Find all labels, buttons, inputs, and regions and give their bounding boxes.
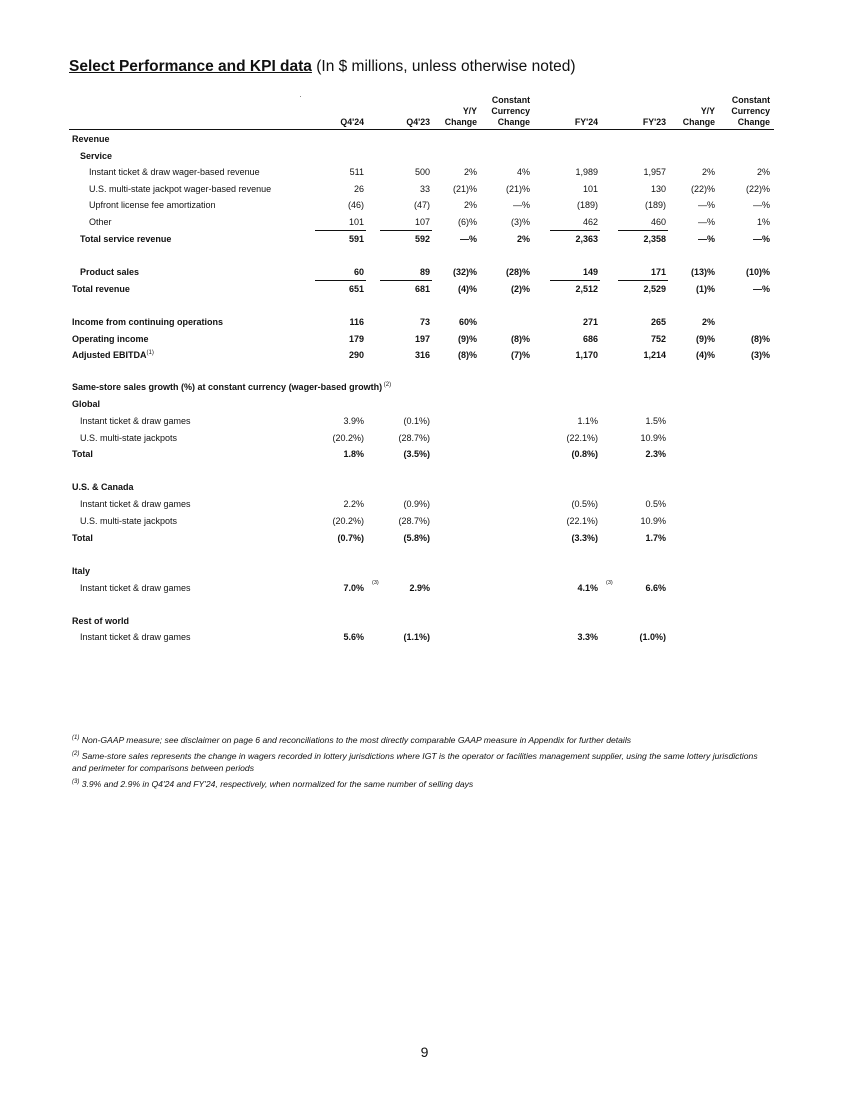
footnote-marker: (1) [146,350,154,356]
column-header-line: FY'24 [574,117,598,127]
table-cell: 3.9% [343,416,364,426]
table-cell: 73 [419,317,430,327]
subtotal-rule [550,230,600,231]
column-header-line: Change [444,117,477,127]
row-label-text: Instant ticket & draw wager-based revenue [89,167,260,177]
table-cell: 1,957 [643,167,666,177]
subtotal-rule [618,230,668,231]
table-cell: 2.3% [645,449,666,459]
column-header-line: Q4'24 [340,117,364,127]
table-cell: (189) [644,200,666,210]
table-cell: —% [752,284,770,294]
table-cell: (0.8%) [571,449,598,459]
table-cell: 591 [348,234,364,244]
row-label [80,233,171,245]
table-cell: 460 [650,217,666,227]
footnote [72,734,772,746]
table-cell: (5.8%) [403,533,430,543]
table-cell: 290 [348,350,364,360]
subtotal-rule [380,280,432,281]
column-header [491,95,530,128]
table-cell: (1.1%) [403,632,430,642]
table-cell: 265 [650,317,666,327]
row-label-text: Italy [72,566,91,576]
table-cell: 116 [349,317,364,327]
row-label [80,515,177,527]
row-label-text: Instant ticket & draw games [80,632,191,642]
table-cell: 651 [348,284,364,294]
row-label [72,398,100,410]
table-cell: (3)% [510,217,530,227]
table-cell: —% [752,234,770,244]
table-cell: (28.7%) [398,433,430,443]
row-label [72,481,134,493]
column-header-line: Constant [491,95,530,105]
row-label [80,498,191,510]
row-label [80,582,191,594]
table-cell: (1)% [695,284,715,294]
row-label-text: U.S. multi-state jackpot wager-based revenue [89,184,272,194]
table-cell: (9)% [457,334,477,344]
table-cell: 2% [463,200,477,210]
table-cell: —% [697,234,715,244]
table-cell: (21)% [452,184,477,194]
table-cell: —% [459,234,477,244]
table-cell: 0.5% [645,499,666,509]
column-header-line: Q4'23 [406,117,430,127]
header-rule [69,129,774,130]
column-header [731,95,770,128]
table-cell: 1% [756,217,770,227]
column-header [575,117,598,128]
column-header [643,117,666,128]
table-cell: (46) [347,200,364,210]
table-cell: 10.9% [640,516,666,526]
page-title-subtitle: (In $ millions, unless otherwise noted) [311,58,576,75]
row-label [72,448,93,460]
table-cell: 2.2% [343,499,364,509]
column-header [406,117,430,128]
row-label [72,381,391,393]
subtotal-rule [550,280,600,281]
row-label-text: Upfront license fee amortization [89,200,216,210]
table-cell: (0.7%) [337,533,364,543]
table-cell: 2,363 [575,234,598,244]
table-cell: 10.9% [640,433,666,443]
table-cell: —% [512,200,530,210]
table-cell: 101 [582,184,598,194]
row-label [72,316,223,328]
table-cell: 752 [650,334,666,344]
row-label-text: Income from continuing operations [72,317,224,327]
table-cell: 5.6% [343,632,364,642]
table-cell: (32)% [452,267,477,277]
table-cell: (0.1%) [403,416,430,426]
table-cell: (3.5%) [403,449,430,459]
table-cell: 462 [582,217,598,227]
column-header-line: Constant [731,95,770,105]
column-header [445,106,477,128]
column-header [340,117,364,128]
table-cell: (8)% [457,350,477,360]
row-label-text: Instant ticket & draw games [80,499,191,509]
row-label [80,432,177,444]
table-cell: 3.3% [577,632,598,642]
table-cell: (9)% [695,334,715,344]
table-cell: (8)% [750,334,770,344]
row-label-text: Instant ticket & draw games [80,416,191,426]
page-title [69,58,576,76]
table-cell: 1.5% [645,416,666,426]
row-label [72,283,130,295]
table-cell: (7)% [510,350,530,360]
table-cell: (4)% [457,284,477,294]
row-label-text: Same-store sales growth (%) at constant currency (wager-based growth) [72,382,383,392]
column-header-line: Y/Y [700,106,715,116]
table-cell: (20.2%) [332,516,364,526]
row-label [72,565,90,577]
footnote-number: (2) [72,751,80,758]
table-cell: 179 [348,334,364,344]
table-cell: 171 [650,267,666,277]
table-cell: 2,512 [575,284,598,294]
table-cell: —% [697,200,715,210]
table-cell: (4)% [695,350,715,360]
row-label-text: Service [80,151,113,161]
row-label-text: Product sales [80,267,140,277]
table-cell: 33 [419,184,430,194]
row-label-text: Revenue [72,134,110,144]
table-cell: (28.7%) [398,516,430,526]
table-cell: —% [752,200,770,210]
row-label [72,333,149,345]
row-label-text: Operating income [72,334,149,344]
column-header-line: Change [497,117,530,127]
table-cell: 2% [701,167,715,177]
table-cell: 197 [414,334,430,344]
table-cell: 149 [582,267,598,277]
row-label [89,216,112,228]
table-cell: 7.0% [343,583,364,593]
row-label [72,133,110,145]
row-label [80,266,139,278]
row-label-text: Rest of world [72,616,130,626]
row-label-text: Other [89,217,112,227]
row-label [72,532,93,544]
table-cell: 130 [650,184,666,194]
table-cell: (13)% [690,267,715,277]
footnote-text: Same-store sales represents the change in wagers recorded in lottery jurisdictions where IGT is the operator or facilities management supplier, using the same lottery jurisdictions and perimeter for comparisons between periods [72,751,758,773]
table-cell: (10)% [745,267,770,277]
row-label-text: U.S. multi-state jackpots [80,516,178,526]
table-cell: 2% [516,234,530,244]
table-cell: 1,170 [575,350,598,360]
footnote [72,750,772,774]
subtotal-rule [315,230,366,231]
table-cell: 681 [414,284,430,294]
footnote-marker: (3) [606,580,613,586]
column-header-line: Change [737,117,770,127]
table-cell: (3.3%) [571,533,598,543]
table-cell: (8)% [510,334,530,344]
page-title-main: Select Performance and KPI data [69,58,312,75]
table-cell: (22)% [690,184,715,194]
table-cell: 6.6% [645,583,666,593]
table-cell: 107 [414,217,430,227]
table-cell: 2.9% [409,583,430,593]
table-cell: 592 [414,234,430,244]
column-header-line: Change [682,117,715,127]
table-cell: (22.1%) [566,516,598,526]
table-cell: 2% [701,317,715,327]
column-header-line: Currency [731,106,770,116]
row-label-text: Total [72,533,93,543]
table-cell: 1.8% [343,449,364,459]
row-label-text: Total revenue [72,284,130,294]
table-cell: 2% [463,167,477,177]
table-cell: 271 [582,317,598,327]
table-cell: (20.2%) [332,433,364,443]
column-header-line: FY'23 [642,117,666,127]
table-cell: 1.7% [645,533,666,543]
footnote-text: Non-GAAP measure; see disclaimer on page 6 and reconciliations to the most directly comparable GAAP measure in Appendix for further details [79,735,632,745]
table-cell: (1.0%) [639,632,666,642]
stray-dot [300,96,301,97]
table-cell: 4.1% [577,583,598,593]
column-header-line: Y/Y [462,106,477,116]
table-cell: 89 [419,267,430,277]
footnote-marker: (2) [382,382,392,388]
table-cell: 316 [414,350,430,360]
table-cell: 1,989 [575,167,598,177]
row-label [72,349,154,361]
page-number: 9 [420,1044,429,1060]
row-label [72,615,129,627]
row-label-text: Adjusted EBITDA [72,350,147,360]
table-cell: (0.9%) [403,499,430,509]
table-cell: (6)% [457,217,477,227]
table-cell: 101 [348,217,364,227]
row-label-text: Total [72,449,93,459]
row-label [89,183,271,195]
subtotal-rule [380,230,432,231]
table-cell: (21)% [505,184,530,194]
table-cell: (189) [576,200,598,210]
table-cell: (22.1%) [566,433,598,443]
table-cell: (28)% [505,267,530,277]
row-label [89,199,216,211]
column-header-line: Currency [491,106,530,116]
table-cell: (2)% [510,284,530,294]
row-label-text: Total service revenue [80,234,172,244]
footnote-marker: (3) [372,580,379,586]
subtotal-rule [618,280,668,281]
table-cell: (0.5%) [571,499,598,509]
table-cell: 4% [516,167,530,177]
row-label [80,631,191,643]
table-cell: 686 [582,334,598,344]
table-cell: 60% [458,317,477,327]
table-cell: 2,358 [643,234,666,244]
row-label-text: Global [72,399,101,409]
table-cell: (47) [413,200,430,210]
footnote-text: 3.9% and 2.9% in Q4'24 and FY'24, respectively, when normalized for the same number of selling days [79,779,474,789]
footnote-number: (1) [72,735,80,742]
column-header [683,106,715,128]
table-cell: (22)% [745,184,770,194]
table-cell: 511 [349,167,364,177]
row-label-text: U.S. multi-state jackpots [80,433,178,443]
row-label-text: Instant ticket & draw games [80,583,191,593]
table-cell: 2,529 [643,284,666,294]
row-label [80,150,112,162]
table-cell: 1,214 [643,350,666,360]
table-cell: (3)% [750,350,770,360]
footnote-number: (3) [72,779,80,786]
subtotal-rule [315,280,366,281]
table-cell: 500 [414,167,430,177]
table-cell: 2% [756,167,770,177]
row-label-text: U.S. & Canada [72,482,134,492]
table-cell: 1.1% [577,416,598,426]
row-label [80,415,191,427]
table-cell: 60 [353,267,364,277]
footnote [72,778,772,790]
table-cell: 26 [353,184,364,194]
table-cell: —% [697,217,715,227]
row-label [89,166,260,178]
